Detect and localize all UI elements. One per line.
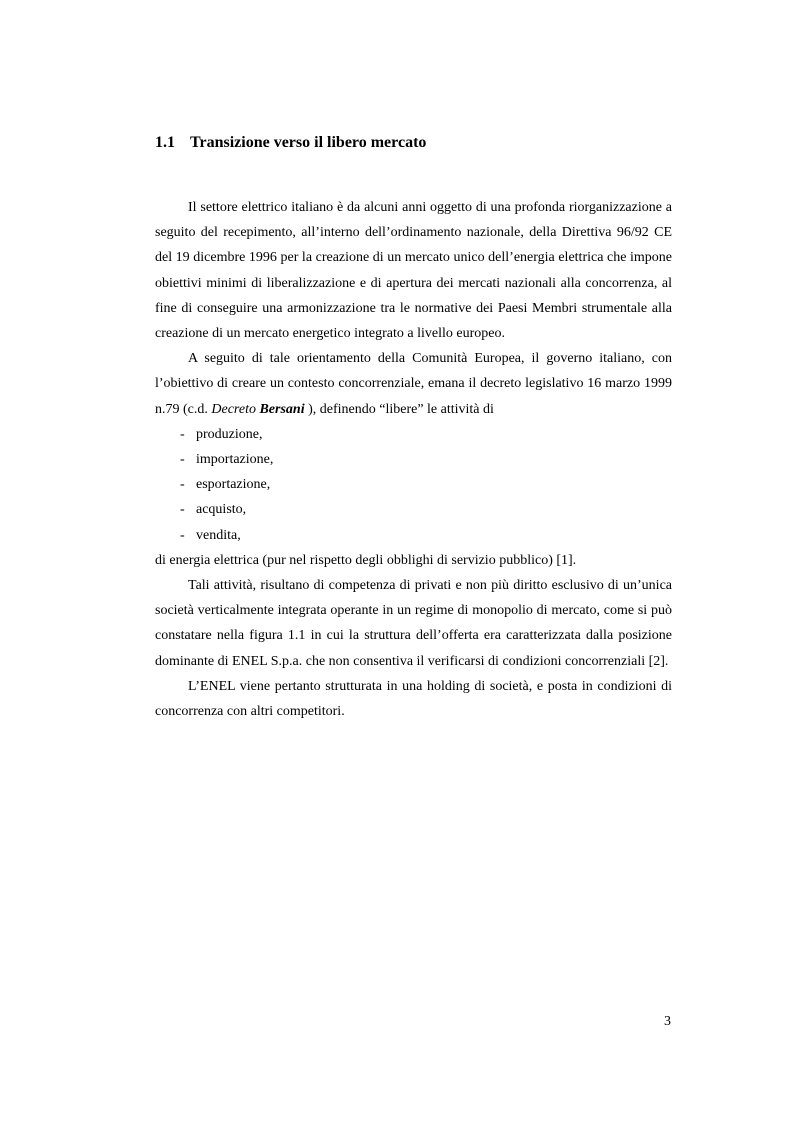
list-dash: - — [180, 477, 185, 493]
paragraph-direttiva: Il settore elettrico italiano è da alcuni anni oggetto di una profonda riorganizzazione a seguito del recepimento, all’interno dell’ordinamento nazionale, della Direttiva 96/92 CE del 19 dicembre 1996 per la creazione di un mercato unico dell’energia elettrica che impone obiettivi minimi di liberalizzazione e di apertura dei mercati nazionali alla concorrenza, al fine di conseguire una armonizzazione tra le normative dei Paesi Membri strumentale alla creazione di un mercato energetico integrato a livello europeo. — [155, 200, 672, 342]
paragraph-attivita: Tali attività, risultano di competenza di privati e non più diritto esclusivo di un’unica società verticalmente integrata operante in un regime di monopolio di mercato, come si può constatare nella figura 1.1 in cui la struttura dell’offerta era caratterizzata dalla posizione dominante di ENEL S.p.a. che non consentiva il verificarsi di condizioni concorrenziali [2]. — [155, 578, 672, 669]
bersani-word: Bersani — [259, 401, 305, 417]
paragraph-decreto-text: A seguito di tale orientamento della Comunità Europea, il governo italiano, con l’obiettivo di creare un contesto concorrenziale, emana il decreto legislativo 16 marzo 1999 n.79 (c.d. — [155, 351, 672, 417]
list-dash: - — [180, 426, 185, 442]
list-item — [155, 472, 672, 497]
list-item — [155, 447, 672, 472]
body-text — [155, 195, 672, 724]
list-item — [155, 523, 672, 548]
section-number: 1.1 — [155, 134, 175, 151]
activities-list — [155, 422, 672, 548]
paragraph-decreto-bersani — [155, 346, 672, 422]
decreto-word: Decreto — [211, 401, 256, 417]
paragraph-enel-holding: L’ENEL viene pertanto strutturata in una holding di società, e posta in condizioni di concorrenza con altri competitori. — [155, 678, 672, 720]
list-item-text: produzione, — [196, 426, 263, 442]
list-dash: - — [180, 452, 185, 468]
list-item-text: importazione, — [196, 452, 274, 468]
page-number: 3 — [664, 1014, 671, 1029]
list-dash: - — [180, 502, 185, 518]
paragraph-decreto-tail: ), definendo “libere” le attività di — [304, 401, 494, 417]
list-item-text: acquisto, — [196, 502, 247, 518]
list-dash: - — [180, 527, 185, 543]
list-item-text: esportazione, — [196, 477, 271, 493]
list-item-text: vendita, — [196, 527, 241, 543]
paragraph-energia-elettrica: di energia elettrica (pur nel rispetto degli obblighi di servizio pubblico) [1]. — [155, 552, 577, 568]
list-item — [155, 497, 672, 522]
list-item — [155, 422, 672, 447]
section-heading — [155, 134, 426, 152]
section-title: Transizione verso il libero mercato — [190, 134, 427, 151]
